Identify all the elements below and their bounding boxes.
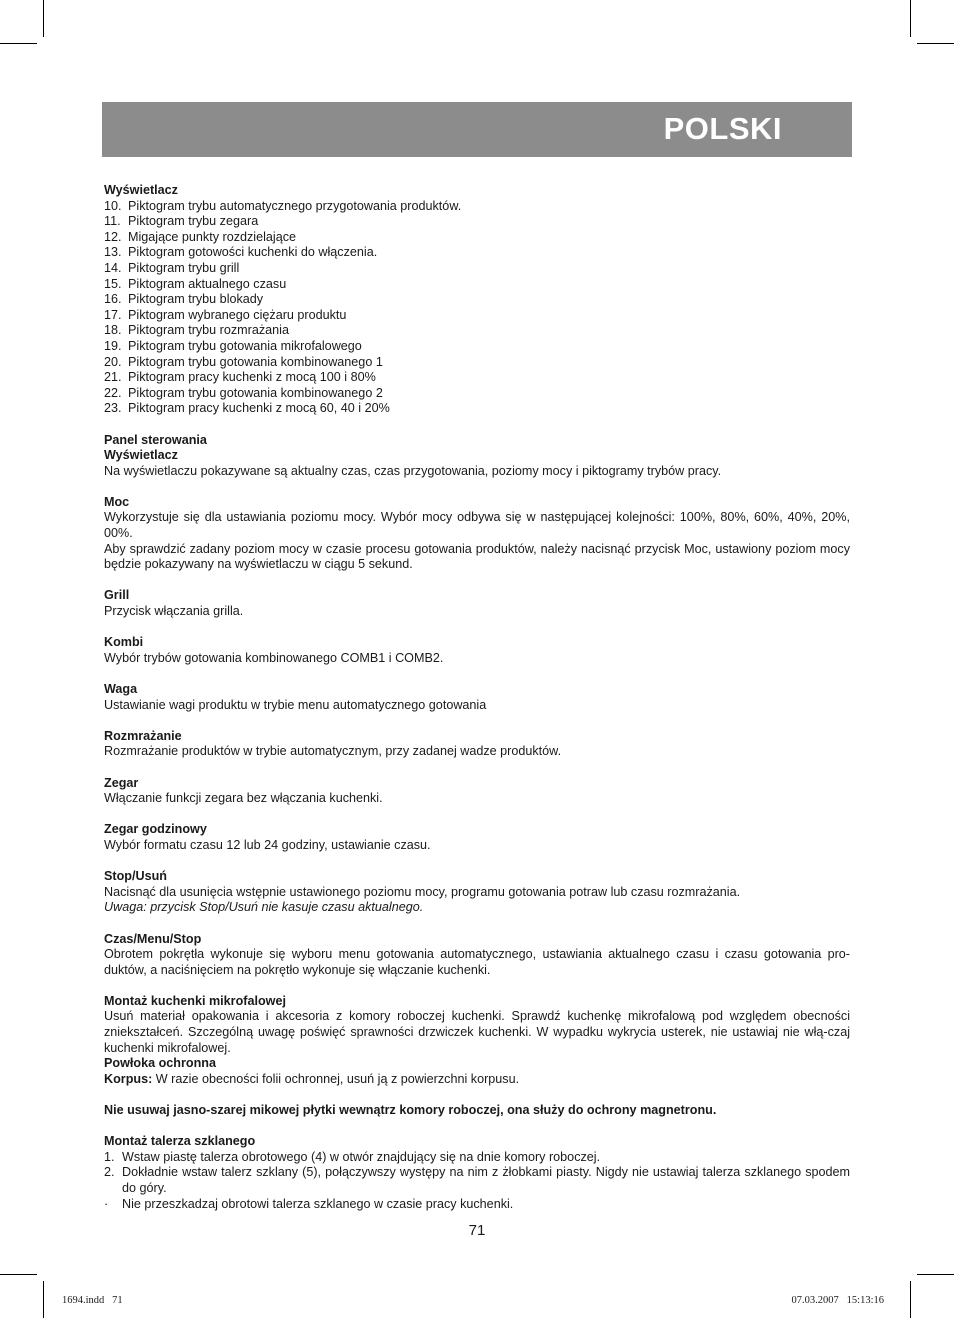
section-heading: Wyświetlacz bbox=[104, 183, 178, 197]
section-heading: Montaż talerza szklanego bbox=[104, 1134, 256, 1149]
section-heading: Zegar bbox=[104, 775, 139, 790]
display-pictogram-list bbox=[104, 199, 850, 417]
list-item-text: Piktogram trybu grill bbox=[128, 260, 240, 275]
section-heading: Czas/Menu/Stop bbox=[104, 931, 202, 946]
page-number: 71 bbox=[468, 1222, 486, 1239]
list-item bbox=[104, 308, 850, 324]
paragraph: Usuń materiał opakowania i akcesoria z komory roboczej kuchenki. Sprawdź kuchenkę mikrofalową pod względem obecności zniekształceń. Szczególną uwagę poświęć sprawności drzwiczek kuchenki. W wypadku wykrycia usterek, nie ustawiaj nie włą-czaj kuchenki mikrofalowej. bbox=[104, 1009, 850, 1055]
footer-timestamp: 07.03.2007 15:13:16 bbox=[791, 1295, 884, 1306]
section-heading: Montaż kuchenki mikrofalowej bbox=[104, 993, 286, 1008]
list-item-number: 15. bbox=[104, 276, 122, 291]
paragraph: Na wyświetlaczu pokazywane są aktualny czas, czas przygotowania, poziomy mocy i piktogramy trybów pracy. bbox=[104, 463, 722, 478]
list-item-number: 21. bbox=[104, 370, 122, 385]
paragraph: Przycisk włączania grilla. bbox=[104, 604, 244, 619]
paragraph: Wybór trybów gotowania kombinowanego COMB1 i COMB2. bbox=[104, 650, 444, 665]
list-item bbox=[104, 323, 850, 339]
list-item bbox=[104, 355, 850, 371]
list-item-text: Nie przeszkadzaj obrotowi talerza szklanego w czasie pracy kuchenki. bbox=[122, 1196, 514, 1211]
note: Uwaga: przycisk Stop/Usuń nie kasuje czasu aktualnego. bbox=[104, 900, 424, 915]
section-heading: Moc bbox=[104, 494, 130, 509]
section-heading: Stop/Usuń bbox=[104, 869, 167, 884]
list-item-number: 13. bbox=[104, 245, 122, 260]
list-item-number: 1. bbox=[104, 1149, 115, 1164]
crop-mark bbox=[917, 1274, 954, 1275]
language-title: POLSKI bbox=[663, 111, 782, 146]
list-item-text: Piktogram pracy kuchenki z mocą 100 i 80% bbox=[128, 370, 376, 385]
crop-mark bbox=[917, 43, 954, 44]
list-item-text: Piktogram trybu automatycznego przygotowania produktów. bbox=[128, 198, 462, 213]
list-item bbox=[104, 339, 850, 355]
list-item-text: Piktogram trybu blokady bbox=[128, 292, 264, 307]
list-item-number: 12. bbox=[104, 229, 122, 244]
footer-file-info: 1694.indd 71 bbox=[62, 1295, 123, 1306]
list-item-text: Dokładnie wstaw talerz szklany (5), połączywszy występy na nim z żłobkami piasty. Nigdy nie ustawiaj talerza szklanego spodem do góry. bbox=[122, 1165, 850, 1195]
list-item-text: Piktogram trybu gotowania kombinowanego 2 bbox=[128, 385, 383, 400]
list-item-text: Piktogram trybu gotowania mikrofalowego bbox=[128, 338, 362, 353]
list-item bbox=[104, 1165, 850, 1196]
page-content bbox=[104, 183, 850, 1212]
inline-label: Korpus: bbox=[104, 1071, 153, 1086]
paragraph: Ustawianie wagi produktu w trybie menu automatycznego gotowania bbox=[104, 697, 487, 712]
warning-text: Nie usuwaj jasno-szarej mikowej płytki wewnątrz komory roboczej, ona służy do ochrony magnetronu. bbox=[104, 1103, 717, 1118]
list-item bbox=[104, 1197, 850, 1213]
list-item bbox=[104, 401, 850, 417]
language-header-bar bbox=[102, 102, 852, 157]
list-item-text: Migające punkty rozdzielające bbox=[128, 229, 297, 244]
section-heading: Powłoka ochronna bbox=[104, 1056, 216, 1071]
list-item-number: 23. bbox=[104, 401, 122, 416]
list-item-text: Wstaw piastę talerza obrotowego (4) w otwór znajdujący się na dnie komory roboczej. bbox=[122, 1149, 601, 1164]
subsection-heading: Wyświetlacz bbox=[104, 448, 178, 463]
paragraph: Obrotem pokrętła wykonuje się wyboru menu gotowania automatycznego, ustawiania aktualnego czasu i czasu gotowania pro-duktów, a naciśnięciem na pokrętło wykonuje się włączanie kuchenki. bbox=[104, 947, 850, 977]
paragraph: Rozmrażanie produktów w trybie automatycznym, przy zadanej wadze produktów. bbox=[104, 744, 562, 759]
paragraph: Nacisnąć dla usunięcia wstępnie ustawionego poziomu mocy, programu gotowania potraw lub czasu rozmrażania. bbox=[104, 884, 741, 899]
list-item-number: 18. bbox=[104, 323, 122, 338]
list-item-text: Piktogram trybu zegara bbox=[128, 214, 259, 229]
list-item-number: 11. bbox=[104, 214, 121, 229]
crop-mark bbox=[0, 1274, 37, 1275]
paragraph bbox=[104, 1072, 850, 1088]
list-item bbox=[104, 245, 850, 261]
list-item-number: 16. bbox=[104, 292, 122, 307]
list-item-number: 19. bbox=[104, 338, 122, 353]
list-item-number: 10. bbox=[104, 198, 122, 213]
list-item-number: 17. bbox=[104, 307, 122, 322]
list-item bbox=[104, 370, 850, 386]
list-item bbox=[104, 230, 850, 246]
list-item bbox=[104, 199, 850, 215]
list-item-number: 2. bbox=[104, 1165, 115, 1180]
crop-mark bbox=[910, 1281, 911, 1318]
list-item-number: 20. bbox=[104, 354, 122, 369]
list-item-text: Piktogram trybu gotowania kombinowanego 1 bbox=[128, 354, 383, 369]
list-item-number: · bbox=[104, 1196, 109, 1211]
list-item-text: Piktogram aktualnego czasu bbox=[128, 276, 287, 291]
inline-text: W razie obecności folii ochronnej, usuń ją z powierzchni korpusu. bbox=[152, 1071, 520, 1086]
crop-mark bbox=[43, 1281, 44, 1318]
section-heading: Kombi bbox=[104, 635, 144, 650]
crop-mark bbox=[910, 0, 911, 37]
crop-mark bbox=[43, 0, 44, 37]
list-item bbox=[104, 277, 850, 293]
paragraph: Aby sprawdzić zadany poziom mocy w czasie procesu gotowania produktów, należy nacisnąć przycisk Moc, ustawiony poziom mocy będzie pokazywany na wyświetlaczu w ciągu 5 sekund. bbox=[104, 541, 850, 572]
section-heading: Grill bbox=[104, 588, 130, 603]
list-item-text: Piktogram wybranego ciężaru produktu bbox=[128, 307, 347, 322]
paragraph: Wybór formatu czasu 12 lub 24 godziny, ustawianie czasu. bbox=[104, 837, 431, 852]
list-item bbox=[104, 386, 850, 402]
paragraph: Wykorzystuje się dla ustawiania poziomu mocy. Wybór mocy odbywa się w następującej kolejności: 100%, 80%, 60%, 40%, 20%, 00%. bbox=[104, 510, 850, 541]
list-item-text: Piktogram gotowości kuchenki do włączenia. bbox=[128, 245, 378, 260]
list-item bbox=[104, 214, 850, 230]
section-heading: Zegar godzinowy bbox=[104, 822, 207, 837]
section-heading: Rozmrażanie bbox=[104, 728, 182, 743]
list-item bbox=[104, 261, 850, 277]
section-heading: Waga bbox=[104, 682, 138, 696]
list-item-text: Piktogram trybu rozmrażania bbox=[128, 323, 289, 338]
list-item bbox=[104, 292, 850, 308]
crop-mark bbox=[0, 43, 37, 44]
list-item bbox=[104, 1150, 850, 1166]
list-item-number: 14. bbox=[104, 260, 122, 275]
list-item-text: Piktogram pracy kuchenki z mocą 60, 40 i 20% bbox=[128, 401, 390, 416]
section-heading: Panel sterowania bbox=[104, 432, 207, 447]
paragraph: Włączanie funkcji zegara bez włączania kuchenki. bbox=[104, 791, 383, 806]
list-item-number: 22. bbox=[104, 385, 122, 400]
glass-plate-list bbox=[104, 1150, 850, 1212]
